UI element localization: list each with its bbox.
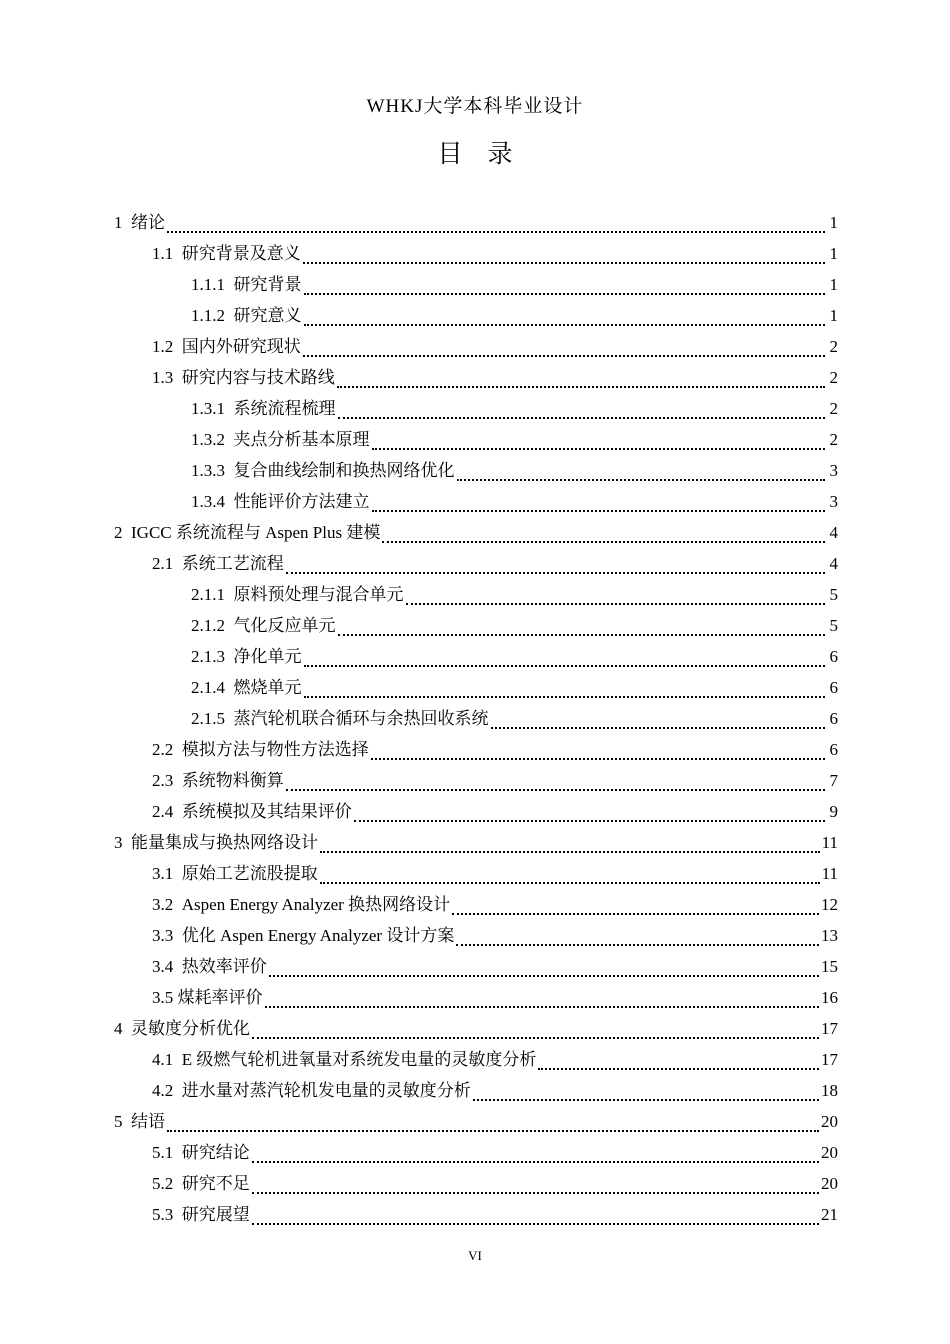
toc-entry[interactable] [114, 1013, 838, 1044]
page-number: VI [468, 1248, 482, 1263]
toc-entry-number: 2.1.2 [191, 615, 234, 635]
toc-entry[interactable] [114, 858, 838, 889]
toc-entry-title: 气化反应单元 [233, 615, 336, 635]
toc-entry[interactable] [114, 1044, 838, 1075]
toc-dot-leader [491, 713, 826, 729]
toc-entry[interactable] [114, 982, 838, 1013]
toc-entry-page: 5 [829, 615, 838, 635]
toc-entry[interactable] [114, 517, 838, 548]
toc-entry[interactable] [114, 796, 838, 827]
toc-entry[interactable] [114, 331, 838, 362]
toc-entry[interactable] [114, 1075, 838, 1106]
toc-dot-leader [320, 837, 820, 853]
toc-entry-number: 5 [114, 1111, 131, 1131]
toc-entry[interactable] [114, 889, 838, 920]
toc-entry-title: 原料预处理与混合单元 [233, 584, 404, 604]
toc-entry[interactable] [114, 269, 838, 300]
toc-entry-title: 系统物料衡算 [181, 770, 284, 790]
toc-entry-number: 5.1 [152, 1142, 182, 1162]
header-title: WHKJ大学本科毕业设计 [366, 96, 584, 117]
toc-entry-page: 2 [829, 336, 838, 356]
toc-dot-leader [473, 1085, 819, 1101]
toc-entry-number: 1.1.2 [191, 305, 234, 325]
toc-entry-page: 20 [821, 1111, 838, 1131]
toc-entry-page: 6 [829, 646, 838, 666]
toc-dot-leader [252, 1147, 819, 1163]
toc-entry-number: 1.2 [152, 336, 182, 356]
toc-entry[interactable] [114, 300, 838, 331]
page-title [0, 138, 950, 170]
toc-entry-title: 煤耗率评价 [177, 987, 263, 1007]
toc-entry-number: 2.1.5 [191, 708, 234, 728]
toc-entry-page: 4 [829, 522, 838, 542]
toc-entry-title: IGCC 系统流程与 Aspen Plus 建模 [131, 522, 381, 542]
toc-entry-title: 结语 [131, 1111, 165, 1131]
toc-entry-number: 2.4 [152, 801, 182, 821]
toc-entry-number: 3.2 [152, 894, 182, 914]
toc-entry-page: 21 [821, 1204, 838, 1224]
toc-entry-page: 15 [821, 956, 838, 976]
toc-entry-page: 9 [829, 801, 838, 821]
toc-entry[interactable] [114, 765, 838, 796]
toc-entry-page: 6 [829, 708, 838, 728]
toc-entry-page: 6 [829, 677, 838, 697]
toc-entry[interactable] [114, 579, 838, 610]
toc-dot-leader [456, 930, 819, 946]
toc-entry-page: 2 [829, 429, 838, 449]
page-title-text: 目 录 [437, 139, 513, 168]
toc-dot-leader [457, 465, 826, 481]
toc-entry-title: 净化单元 [233, 646, 302, 666]
toc-entry[interactable] [114, 641, 838, 672]
toc-dot-leader [320, 868, 820, 884]
toc-entry-page: 3 [829, 491, 838, 511]
toc-entry-page: 17 [821, 1049, 838, 1069]
toc-dot-leader [167, 217, 825, 233]
toc-dot-leader [382, 527, 825, 543]
toc-entry-title: 灵敏度分析优化 [131, 1018, 250, 1038]
toc-entry-number: 1 [114, 212, 131, 232]
toc-dot-leader [338, 403, 826, 419]
toc-entry-page: 13 [821, 925, 838, 945]
toc-dot-leader [252, 1023, 819, 1039]
toc-entry-number: 1.3.4 [191, 491, 234, 511]
toc-entry-page: 1 [829, 212, 838, 232]
toc-dot-leader [372, 496, 826, 512]
toc-entry-title: 研究意义 [233, 305, 302, 325]
toc-entry-number: 1.3.3 [191, 460, 234, 480]
toc-entry[interactable] [114, 238, 838, 269]
toc-entry-number: 1.1.1 [191, 274, 234, 294]
toc-entry-title: 进水量对蒸汽轮机发电量的灵敏度分析 [181, 1080, 471, 1100]
toc-entry-number: 2.3 [152, 770, 182, 790]
toc-entry-number: 1.3.1 [191, 398, 234, 418]
toc-entry-number: 1.3 [152, 367, 182, 387]
toc-dot-leader [452, 899, 819, 915]
toc-dot-leader [252, 1209, 819, 1225]
toc-entry[interactable] [114, 1168, 838, 1199]
toc-entry-page: 3 [829, 460, 838, 480]
toc-entry-title: 系统工艺流程 [181, 553, 284, 573]
toc-dot-leader [354, 806, 825, 822]
toc-dot-leader [338, 620, 826, 636]
toc-entry-page: 11 [821, 832, 838, 852]
toc-entry-page: 6 [829, 739, 838, 759]
toc-entry-title: Aspen Energy Analyzer 换热网络设计 [181, 894, 451, 914]
toc-entry-number: 3 [114, 832, 131, 852]
toc-dot-leader [406, 589, 826, 605]
toc-entry-number: 3.5 [152, 987, 178, 1007]
toc-entry-title: 研究不足 [181, 1173, 250, 1193]
toc-entry-page: 7 [829, 770, 838, 790]
toc-entry[interactable] [114, 455, 838, 486]
toc-entry-title: 系统模拟及其结果评价 [181, 801, 352, 821]
toc-entry-title: 国内外研究现状 [181, 336, 301, 356]
toc-dot-leader [304, 279, 826, 295]
toc-entry-number: 2.1.4 [191, 677, 234, 697]
toc-entry-number: 3.3 [152, 925, 182, 945]
toc-entry[interactable] [114, 703, 838, 734]
toc-entry-page: 4 [829, 553, 838, 573]
toc-entry-title: 研究内容与技术路线 [181, 367, 335, 387]
toc-entry-number: 2.1.3 [191, 646, 234, 666]
toc-dot-leader [372, 434, 826, 450]
toc-entry-number: 5.2 [152, 1173, 182, 1193]
toc-entry-page: 5 [829, 584, 838, 604]
toc-entry-number: 4.1 [152, 1049, 182, 1069]
toc-entry-title: 研究背景及意义 [181, 243, 301, 263]
toc-entry-page: 20 [821, 1142, 838, 1162]
toc-entry-page: 18 [821, 1080, 838, 1100]
toc-dot-leader [167, 1116, 819, 1132]
toc-entry-number: 2.1.1 [191, 584, 234, 604]
toc-entry-number: 3.4 [152, 956, 182, 976]
toc-entry-page: 11 [821, 863, 838, 883]
toc-entry[interactable] [114, 920, 838, 951]
toc-entry-page: 16 [821, 987, 838, 1007]
toc-entry-number: 2.2 [152, 739, 182, 759]
toc-entry[interactable] [114, 424, 838, 455]
toc-entry-number: 5.3 [152, 1204, 182, 1224]
toc-entry-title: 研究展望 [181, 1204, 250, 1224]
toc-entry-number: 4.2 [152, 1080, 182, 1100]
toc-dot-leader [286, 775, 825, 791]
toc-entry-title: 系统流程梳理 [233, 398, 336, 418]
toc-entry[interactable] [114, 610, 838, 641]
toc-entry-page: 2 [829, 398, 838, 418]
toc-entry[interactable] [114, 548, 838, 579]
toc-dot-leader [538, 1054, 819, 1070]
toc-entry[interactable] [114, 1199, 838, 1230]
toc-entry-page: 1 [829, 243, 838, 263]
toc-dot-leader [304, 651, 826, 667]
toc-entry-title: E 级燃气轮机进氧量对系统发电量的灵敏度分析 [181, 1049, 537, 1069]
toc-entry-page: 17 [821, 1018, 838, 1038]
toc-entry[interactable] [114, 672, 838, 703]
toc-entry-title: 绪论 [131, 212, 165, 232]
toc-entry[interactable] [114, 486, 838, 517]
toc-entry[interactable] [114, 207, 838, 238]
toc-entry[interactable] [114, 393, 838, 424]
toc-entry-page: 1 [829, 274, 838, 294]
toc-entry-title: 研究背景 [233, 274, 302, 294]
toc-entry-title: 燃烧单元 [233, 677, 302, 697]
toc-entry[interactable] [114, 734, 838, 765]
toc-entry-title: 能量集成与换热网络设计 [131, 832, 318, 852]
page-header [0, 94, 950, 120]
toc-dot-leader [286, 558, 825, 574]
toc-entry-title: 热效率评价 [181, 956, 267, 976]
toc-entry-title: 夹点分析基本原理 [233, 429, 370, 449]
toc-entry[interactable] [114, 951, 838, 982]
toc-entry[interactable] [114, 827, 838, 858]
toc-entry-number: 4 [114, 1018, 131, 1038]
toc-dot-leader [304, 310, 826, 326]
toc-entry-number: 2 [114, 522, 131, 542]
toc-entry-title: 研究结论 [181, 1142, 250, 1162]
toc-entry-title: 蒸汽轮机联合循环与余热回收系统 [233, 708, 489, 728]
toc-entry-number: 3.1 [152, 863, 182, 883]
toc-dot-leader [269, 961, 819, 977]
toc-entry-title: 性能评价方法建立 [233, 491, 370, 511]
toc-entry-page: 2 [829, 367, 838, 387]
toc-entry-title: 原始工艺流股提取 [181, 863, 318, 883]
toc-entry[interactable] [114, 362, 838, 393]
page-footer [0, 1247, 950, 1265]
toc-dot-leader [303, 248, 825, 264]
table-of-contents [114, 207, 838, 1230]
toc-dot-leader [252, 1178, 819, 1194]
toc-entry-page: 12 [821, 894, 838, 914]
toc-entry-title: 优化 Aspen Energy Analyzer 设计方案 [181, 925, 455, 945]
toc-dot-leader [371, 744, 825, 760]
toc-entry[interactable] [114, 1137, 838, 1168]
toc-entry-number: 1.1 [152, 243, 182, 263]
toc-dot-leader [337, 372, 825, 388]
toc-entry[interactable] [114, 1106, 838, 1137]
toc-entry-page: 1 [829, 305, 838, 325]
toc-entry-title: 模拟方法与物性方法选择 [181, 739, 369, 759]
toc-entry-title: 复合曲线绘制和换热网络优化 [233, 460, 455, 480]
toc-entry-page: 20 [821, 1173, 838, 1193]
toc-dot-leader [303, 341, 825, 357]
toc-entry-number: 2.1 [152, 553, 182, 573]
toc-entry-number: 1.3.2 [191, 429, 234, 449]
toc-dot-leader [265, 992, 820, 1008]
toc-dot-leader [304, 682, 826, 698]
